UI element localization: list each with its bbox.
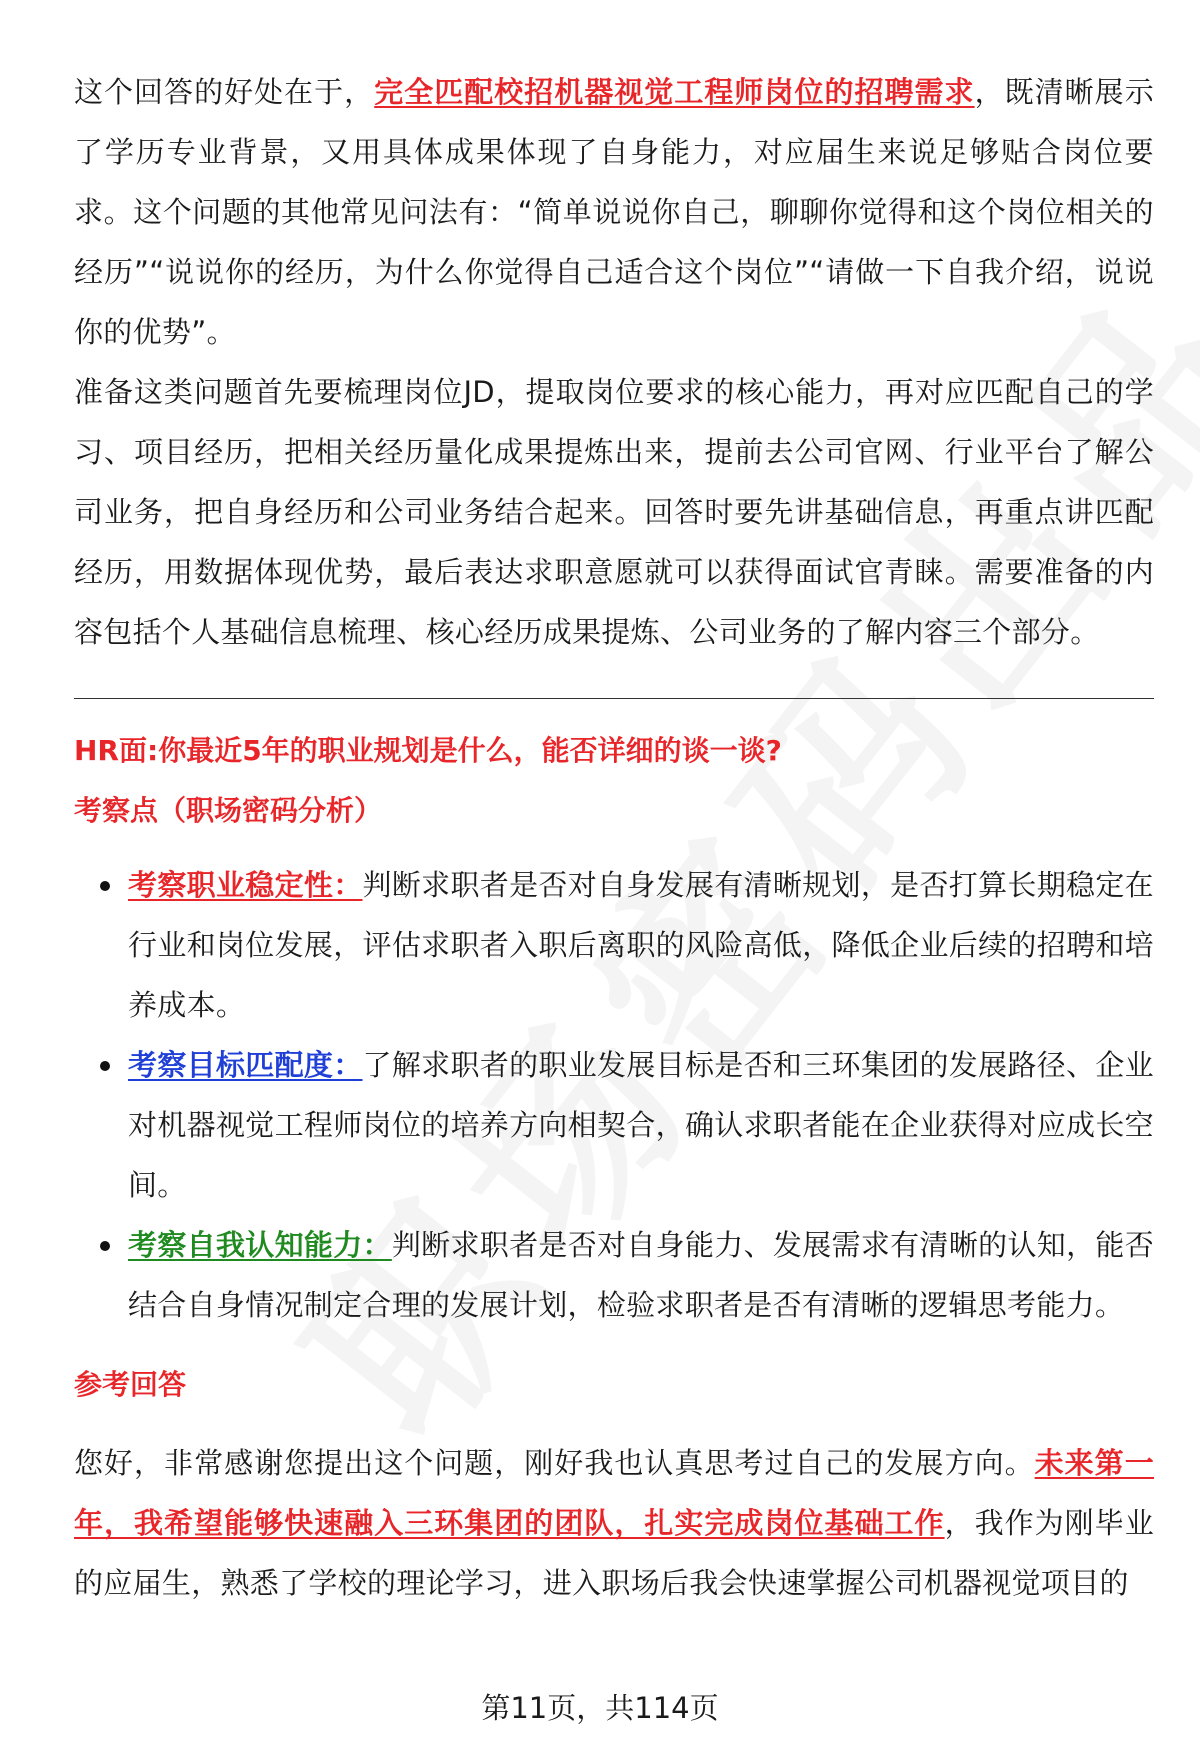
intro-text-a: 这个回答的好处在于， xyxy=(74,75,375,109)
list-item xyxy=(74,1035,1154,1215)
answer-highlight: 未来第一年，我希望能够快速融入三环集团的团队，扎实完成岗位基础工作 xyxy=(74,1446,1154,1540)
point-text: 判断求职者是否对自身能力、发展需求有清晰的认知，能否结合自身情况制定合理的发展计划，检验求职者是否有清晰的逻辑思考能力。 xyxy=(128,1228,1155,1322)
point-label: 考察职业稳定性： xyxy=(128,868,363,902)
list-item xyxy=(74,855,1154,1035)
intro-paragraph-1 xyxy=(74,62,1154,362)
answer-text-a: 您好，非常感谢您提出这个问题，刚好我也认真思考过自己的发展方向。 xyxy=(74,1446,1035,1480)
point-text: 判断求职者是否对自身发展有清晰规划，是否打算长期稳定在行业和岗位发展，评估求职者入职后离职的风险高低，降低企业后续的招聘和培养成本。 xyxy=(128,868,1154,1022)
list-item xyxy=(74,1215,1154,1335)
section-divider xyxy=(74,698,1154,699)
analysis-points xyxy=(74,855,1154,1335)
document-page xyxy=(74,62,1154,1613)
bullet-icon xyxy=(100,1061,110,1071)
intro-text-b: ，既清晰展示了学历专业背景，又用具体成果体现了自身能力，对应届生来说足够贴合岗位要求。这个问题的其他常见问法有：“简单说说你自己，聊聊你觉得和这个岗位相关的经历”“说说你的经历，为什么你觉得自己适合这个岗位”“请做一下自我介绍，说说你的优势”。 xyxy=(74,75,1154,349)
bullet-icon xyxy=(100,1241,110,1251)
reference-heading: 参考回答 xyxy=(74,1368,187,1401)
question-heading: HR面:你最近5年的职业规划是什么，能否详细的谈一谈? xyxy=(74,734,782,767)
intro-paragraph-2: 准备这类问题首先要梳理岗位JD，提取岗位要求的核心能力，再对应匹配自己的学习、项目经历，把相关经历量化成果提炼出来，提前去公司官网、行业平台了解公司业务，把自身经历和公司业务结合起来。回答时要先讲基础信息，再重点讲匹配经历，用数据体现优势，最后表达求职意愿就可以获得面试官青睐。需要准备的内容包括个人基础信息梳理、核心经历成果提炼、公司业务的了解内容三个部分。 xyxy=(74,375,1154,649)
analysis-heading: 考察点（职场密码分析） xyxy=(74,794,383,827)
point-label: 考察自我认知能力： xyxy=(128,1228,392,1262)
answer-text-b: ，我作为刚毕业的应届生，熟悉了学校的理论学习，进入职场后我会快速掌握公司机器视觉项目的 xyxy=(74,1506,1154,1600)
bullet-icon xyxy=(100,881,110,891)
point-text: 了解求职者的职业发展目标是否和三环集团的发展路径、企业对机器视觉工程师岗位的培养方向相契合，确认求职者能在企业获得对应成长空间。 xyxy=(128,1048,1154,1202)
page-number: 第11页，共114页 xyxy=(481,1691,719,1725)
answer-paragraph xyxy=(74,1433,1154,1613)
point-label: 考察目标匹配度： xyxy=(128,1048,363,1082)
intro-highlight: 完全匹配校招机器视觉工程师岗位的招聘需求 xyxy=(374,75,975,109)
